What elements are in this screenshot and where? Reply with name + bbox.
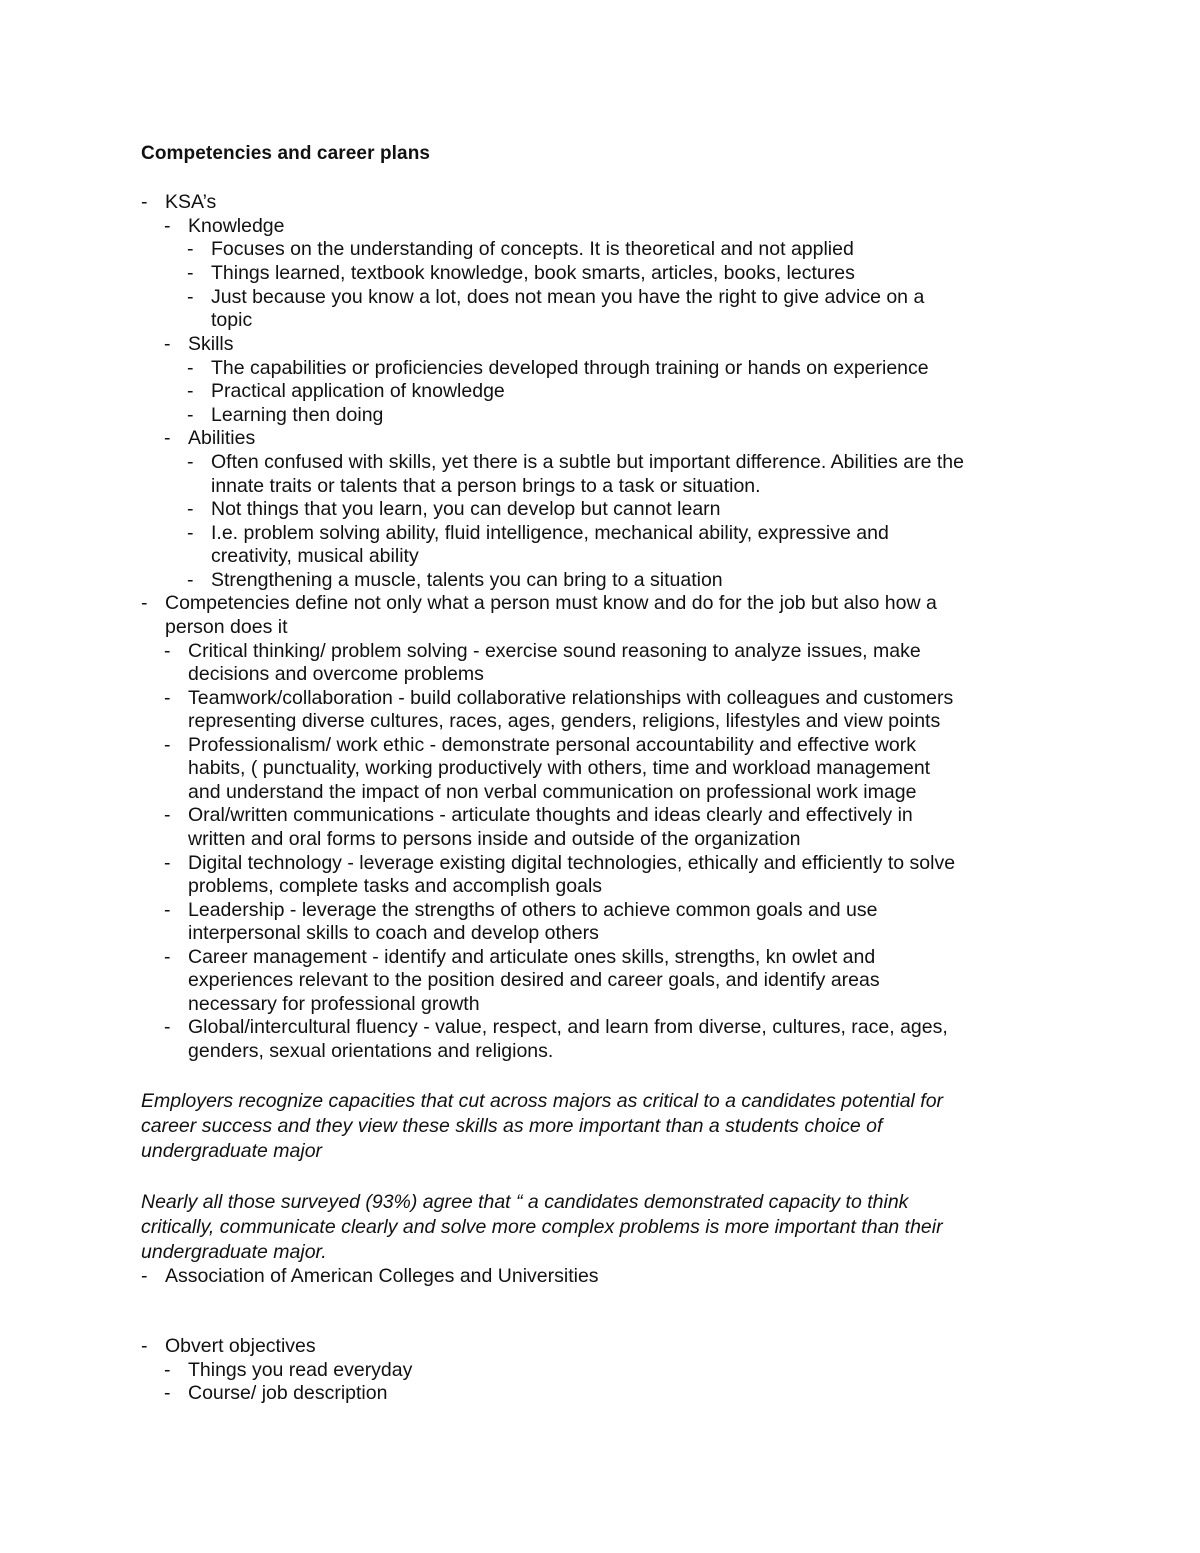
list-item-continuation: innate traits or talents that a person brings to a task or situation. (211, 475, 761, 497)
list-item-continuation: and understand the impact of non verbal communication on professional work image (188, 781, 917, 803)
competency-item: - Global/intercultural fluency - value, respect, and learn from diverse, cultures, race, ages, (164, 1016, 948, 1038)
list-item-continuation: genders, sexual orientations and religions. (188, 1040, 554, 1062)
list-item-continuation: person does it (165, 616, 288, 638)
list-item-continuation: creativity, musical ability (211, 545, 419, 567)
list-item: - Learning then doing (187, 404, 384, 426)
competency-item: - Leadership - leverage the strengths of others to achieve common goals and use (164, 899, 878, 921)
list-item-continuation: topic (211, 309, 253, 331)
list-item-continuation: habits, ( punctuality, working productively with others, time and workload management (188, 757, 931, 779)
competency-item: - Digital technology - leverage existing digital technologies, ethically and efficiently to solve (164, 852, 956, 874)
competency-item: - Career management - identify and articulate ones skills, strengths, kn owlet and (164, 946, 876, 968)
competency-item: - Oral/written communications - articulate thoughts and ideas clearly and effectively in (164, 804, 913, 826)
list-item-abilities: - Abilities (164, 427, 256, 449)
list-item: - Things you read everyday (164, 1359, 413, 1381)
list-item-continuation: representing diverse cultures, races, ages, genders, religions, lifestyles and view points (188, 710, 941, 732)
list-item: - Not things that you learn, you can develop but cannot learn (187, 498, 721, 520)
competency-item: - Critical thinking/ problem solving - exercise sound reasoning to analyze issues, make (164, 640, 921, 662)
competency-item: - Teamwork/collaboration - build collaborative relationships with colleagues and customers (164, 687, 954, 709)
list-item-obvert-objectives: - Obvert objectives (141, 1335, 316, 1357)
employers-note-line: undergraduate major (141, 1140, 323, 1162)
source-attribution: - Association of American Colleges and Universities (141, 1265, 599, 1287)
list-item: - Often confused with skills, yet there is a subtle but important difference. Abilities are the (187, 451, 964, 473)
list-item: - Things learned, textbook knowledge, book smarts, articles, books, lectures (187, 262, 855, 284)
list-item: - The capabilities or proficiencies developed through training or hands on experience (187, 357, 929, 379)
list-item: - Practical application of knowledge (187, 380, 505, 402)
list-item: - I.e. problem solving ability, fluid intelligence, mechanical ability, expressive and (187, 522, 889, 544)
survey-note-line: undergraduate major. (141, 1241, 327, 1263)
list-item-continuation: experiences relevant to the position desired and career goals, and identify areas (188, 969, 880, 991)
list-item-continuation: decisions and overcome problems (188, 663, 484, 685)
list-item: - Focuses on the understanding of concepts. It is theoretical and not applied (187, 238, 854, 260)
list-item-skills: - Skills (164, 333, 234, 355)
list-item-continuation: problems, complete tasks and accomplish goals (188, 875, 603, 897)
survey-note-line: Nearly all those surveyed (93%) agree that “ a candidates demonstrated capacity to think (141, 1191, 909, 1213)
list-item-knowledge: - Knowledge (164, 215, 285, 237)
employers-note-line: career success and they view these skills as more important than a students choice of (141, 1115, 883, 1137)
list-item: - Strengthening a muscle, talents you can bring to a situation (187, 569, 723, 591)
list-item: - Just because you know a lot, does not mean you have the right to give advice on a (187, 286, 925, 308)
competency-item: - Professionalism/ work ethic - demonstrate personal accountability and effective work (164, 734, 916, 756)
page-title: Competencies and career plans (141, 143, 431, 164)
list-item-continuation: written and oral forms to persons inside and outside of the organization (188, 828, 801, 850)
list-item-ksa: - KSA’s (141, 191, 217, 213)
list-item-continuation: necessary for professional growth (188, 993, 480, 1015)
list-item-competencies: - Competencies define not only what a person must know and do for the job but also how a (141, 592, 937, 614)
employers-note-line: Employers recognize capacities that cut across majors as critical to a candidates potential for (141, 1090, 944, 1112)
list-item-continuation: interpersonal skills to coach and develop others (188, 922, 599, 944)
list-item: - Course/ job description (164, 1382, 388, 1404)
survey-note-line: critically, communicate clearly and solve more complex problems is more important than their (141, 1216, 943, 1238)
